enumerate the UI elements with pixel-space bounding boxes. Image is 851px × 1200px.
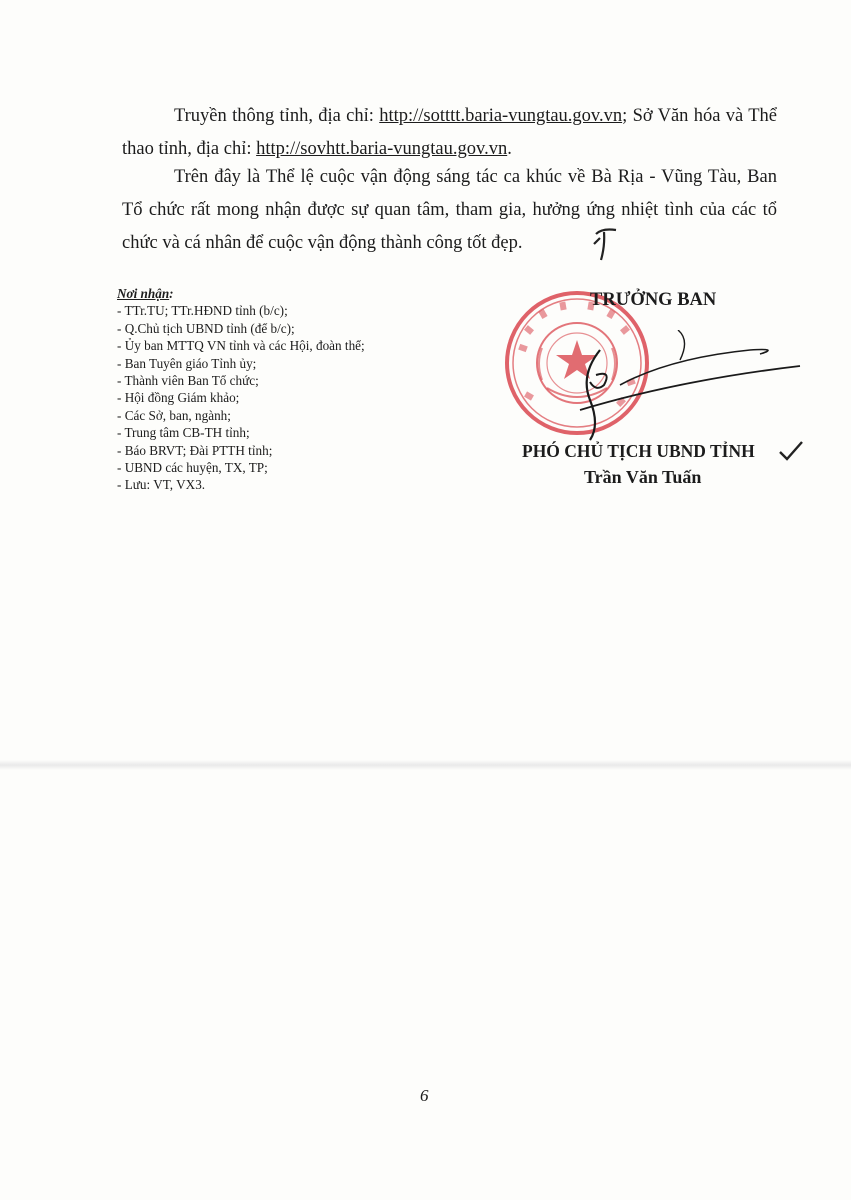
recipients-list bbox=[117, 302, 447, 493]
p1-text-a: Truyền thông tỉnh, địa chỉ: bbox=[174, 106, 380, 126]
page-number: 6 bbox=[420, 1086, 429, 1105]
signer-name: Trần Văn Tuấn bbox=[584, 467, 702, 487]
paragraph-closing bbox=[122, 161, 777, 260]
initial-mark-icon bbox=[590, 224, 620, 264]
recipients-heading-colon: : bbox=[169, 286, 174, 301]
p2-text: Trên đây là Thể lệ cuộc vận động sáng tác ca khúc về Bà Rịa - Vũng Tàu, Ban Tổ chức rất mong nhận được sự quan tâm, tham gia, hưởng ứng nhiệt tình của các tổ chức và cá nhân để cuộc vận động thành công tốt đẹp. bbox=[122, 167, 777, 253]
recipients-heading: Nơi nhận bbox=[117, 286, 170, 301]
recipient-item: - Các Sở, ban, ngành; bbox=[117, 407, 231, 423]
recipients-heading-row bbox=[117, 285, 447, 302]
recipient-item: - Thành viên Ban Tổ chức; bbox=[117, 373, 259, 389]
recipient-item: - Trung tâm CB-TH tỉnh; bbox=[117, 425, 250, 441]
recipient-item: - TTr.TU; TTr.HĐND tỉnh (b/c); bbox=[117, 303, 288, 319]
link-sotttt[interactable]: http://sotttt.baria-vungtau.gov.vn bbox=[379, 106, 623, 126]
signer-title: TRƯỞNG BAN bbox=[590, 290, 717, 310]
signer-role: PHÓ CHỦ TỊCH UBND TỈNH bbox=[522, 441, 755, 461]
recipient-item: - Q.Chủ tịch UBND tỉnh (để b/c); bbox=[117, 320, 295, 336]
p1-text-b: ; Sở Văn hóa và Thể thao tỉnh, địa chỉ: bbox=[122, 106, 777, 159]
recipient-item: - Lưu: VT, VX3. bbox=[117, 477, 206, 493]
recipient-item: - Báo BRVT; Đài PTTH tỉnh; bbox=[117, 442, 273, 458]
p1-text-c: . bbox=[507, 139, 512, 159]
link-sovhtt[interactable]: http://sovhtt.baria-vungtau.gov.vn bbox=[256, 139, 508, 159]
check-mark-icon bbox=[778, 440, 804, 462]
recipient-item: - UBND các huyện, TX, TP; bbox=[117, 460, 268, 476]
recipient-item: - Ủy ban MTTQ VN tỉnh và các Hội, đoàn thể; bbox=[117, 338, 365, 354]
recipients-block bbox=[117, 285, 447, 494]
paragraph-contact bbox=[122, 100, 777, 166]
recipient-item: - Hội đồng Giám khảo; bbox=[117, 390, 240, 406]
scan-artifact-line bbox=[0, 760, 851, 770]
recipient-item: - Ban Tuyên giáo Tỉnh ủy; bbox=[117, 355, 257, 371]
handwritten-signature-icon bbox=[560, 330, 820, 450]
